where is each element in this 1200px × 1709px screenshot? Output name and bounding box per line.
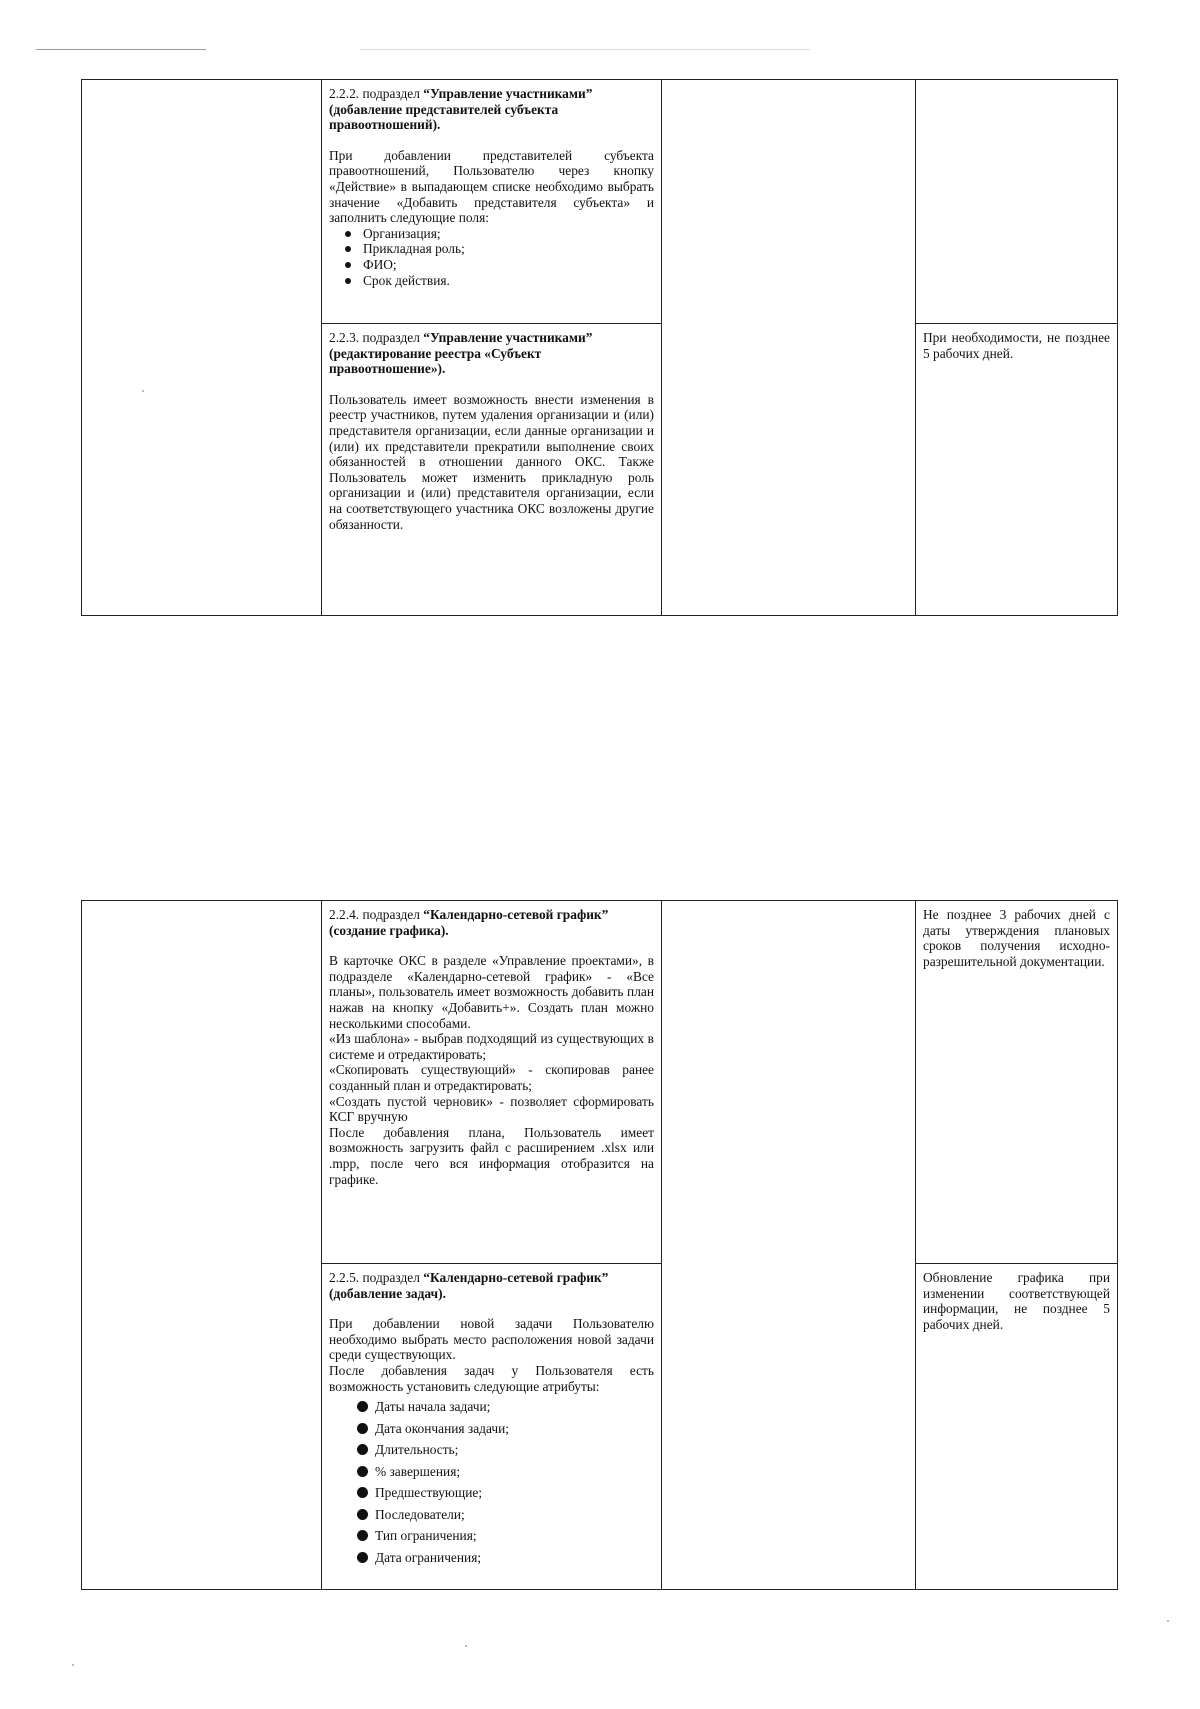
table-row [82, 901, 1118, 1264]
list-item: Дата ограничения; [375, 1547, 654, 1569]
table-row [82, 80, 1118, 324]
section-cell [322, 80, 662, 324]
section-text: При добавлении представителей субъекта правоотношений, Пользователю через кнопку «Действие» в выпадающем списке необходимо выбрать значение «Добавить представителя субъекта» и заполнить следующие поля: [329, 147, 654, 226]
section-text: Пользователь имеет возможность внести изменения в реестр участников, путем удаления организации и (или) представителя организации, если данные организации и (или) их представители прекратили выполнение своих обязанностей в отношении данного ОКС. Также Пользователь может изменить прикладную роль организации и (или) представителя организации, если на соответствующего участника ОКС возложены другие обязанности. [329, 391, 654, 532]
section-cell [322, 324, 662, 616]
list-item: Срок действия. [363, 273, 654, 289]
empty-cell [662, 80, 916, 616]
section-text: В карточке ОКС в разделе «Управление проектами», в подразделе «Календарно-сетевой график» - «Все планы», пользователь имеет возможность добавить план нажав на кнопку «Добавить+». Создать план можно несколькими способами. [329, 953, 654, 1031]
note-cell [916, 80, 1118, 324]
list-item: Последователи; [375, 1504, 654, 1526]
section-text: При добавлении новой задачи Пользователю необходимо выбрать место расположения новой задачи среди существующих. [329, 1316, 654, 1363]
section-heading: 2.2.5. подраздел “Календарно-сетевой график” (добавление задач). [329, 1270, 609, 1301]
list-item: Предшествующие; [375, 1482, 654, 1504]
scan-speck [1167, 1620, 1169, 1622]
scan-artifact-line [36, 49, 206, 50]
section-text: «Создать пустой черновик» - позволяет сформировать КСГ вручную [329, 1093, 654, 1125]
empty-cell [662, 901, 916, 1590]
list-item: % завершения; [375, 1461, 654, 1483]
list-item: ФИО; [363, 257, 654, 273]
note-cell [916, 901, 1118, 1264]
note-cell [916, 1264, 1118, 1590]
section-heading: 2.2.2. подраздел “Управление участниками” (добавление представителей субъекта правоотношений). [329, 86, 593, 133]
empty-cell [82, 901, 322, 1590]
scan-speck [72, 1664, 74, 1666]
scan-artifact-line [360, 49, 810, 50]
list-item: Длительность; [375, 1439, 654, 1461]
scan-speck [142, 390, 144, 392]
scan-speck [465, 1645, 467, 1647]
list-item: Дата окончания задачи; [375, 1418, 654, 1440]
section-cell [322, 1264, 662, 1590]
list-item: Прикладная роль; [363, 241, 654, 257]
section-text: После добавления плана, Пользователь имеет возможность загрузить файл с расширением .xlsx или .mpp, после чего вся информация отобразится на графике. [329, 1124, 654, 1187]
section-cell [322, 901, 662, 1264]
note-cell [916, 324, 1118, 616]
empty-cell [82, 80, 322, 616]
section-heading: 2.2.4. подраздел “Календарно-сетевой график” (создание графика). [329, 907, 609, 938]
section-text: После добавления задач у Пользователя есть возможность установить следующие атрибуты: [329, 1362, 654, 1394]
deadline-note: При необходимости, не позднее 5 рабочих дней. [923, 330, 1110, 361]
deadline-note: Обновление графика при изменении соответствующей информации, не позднее 5 рабочих дней. [923, 1270, 1110, 1332]
attribute-list [329, 1396, 654, 1568]
deadline-note: Не позднее 3 рабочих дней с даты утверждения плановых сроков получения исходно-разрешительной документации. [923, 907, 1110, 969]
list-item: Тип ограничения; [375, 1525, 654, 1547]
requirements-table-2 [81, 900, 1118, 1590]
field-list [329, 226, 654, 288]
section-heading: 2.2.3. подраздел “Управление участниками” (редактирование реестра «Субъект правоотношение»). [329, 330, 593, 377]
section-text: «Из шаблона» - выбрав подходящий из существующих в системе и отредактировать; [329, 1031, 654, 1062]
list-item: Организация; [363, 226, 654, 242]
requirements-table-1 [81, 79, 1118, 616]
list-item: Даты начала задачи; [375, 1396, 654, 1418]
section-text: «Скопировать существующий» - скопировав ранее созданный план и отредактировать; [329, 1062, 654, 1093]
